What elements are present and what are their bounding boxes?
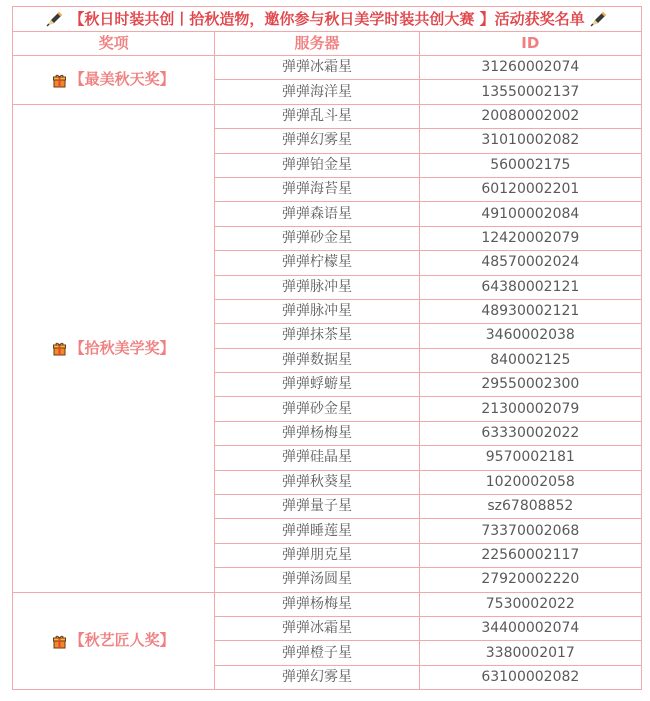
server-cell: 弹弹蜉蝣星 (215, 373, 419, 397)
server-cell: 弹弹幻雾星 (215, 129, 419, 153)
server-cell: 弹弹杨梅星 (215, 592, 419, 616)
server-cell: 弹弹量子星 (215, 495, 419, 519)
id-cell: 560002175 (419, 153, 641, 177)
table-row (13, 104, 642, 128)
server-cell: 弹弹数据星 (215, 348, 419, 372)
id-cell: sz67808852 (419, 495, 641, 519)
server-cell: 弹弹硅晶星 (215, 446, 419, 470)
id-cell: 60120002201 (419, 177, 641, 201)
id-cell: 840002125 (419, 348, 641, 372)
id-cell: 13550002137 (419, 80, 641, 104)
header-server: 服务器 (215, 32, 419, 56)
id-cell: 64380002121 (419, 275, 641, 299)
server-cell: 弹弹柠檬星 (215, 251, 419, 275)
server-cell: 弹弹乱斗星 (215, 104, 419, 128)
award-cell (13, 104, 215, 592)
id-cell: 34400002074 (419, 616, 641, 640)
id-cell: 73370002068 (419, 519, 641, 543)
server-cell: 弹弹森语星 (215, 202, 419, 226)
id-cell: 3460002038 (419, 324, 641, 348)
server-cell: 弹弹砂金星 (215, 226, 419, 250)
id-cell: 12420002079 (419, 226, 641, 250)
server-cell: 弹弹砂金星 (215, 397, 419, 421)
server-cell: 弹弹脉冲星 (215, 275, 419, 299)
award-label: 【最美秋天奖】 (69, 70, 175, 89)
table-row (13, 592, 642, 616)
table-row (13, 56, 642, 80)
header-award: 奖项 (13, 32, 215, 56)
id-cell: 63330002022 (419, 421, 641, 445)
header-id: ID (419, 32, 641, 56)
gift-icon (53, 633, 66, 647)
award-cell (13, 592, 215, 690)
header-row (13, 32, 642, 56)
id-cell: 1020002058 (419, 470, 641, 494)
server-cell: 弹弹幻雾星 (215, 665, 419, 689)
gift-icon (53, 72, 66, 86)
server-cell: 弹弹朋克星 (215, 543, 419, 567)
id-cell: 21300002079 (419, 397, 641, 421)
server-cell: 弹弹睡莲星 (215, 519, 419, 543)
id-cell: 29550002300 (419, 373, 641, 397)
id-cell: 63100002082 (419, 665, 641, 689)
server-cell: 弹弹橙子星 (215, 641, 419, 665)
pen-icon (590, 10, 608, 28)
id-cell: 31260002074 (419, 56, 641, 80)
server-cell: 弹弹秋葵星 (215, 470, 419, 494)
id-cell: 7530002022 (419, 592, 641, 616)
id-cell: 48570002024 (419, 251, 641, 275)
pen-icon (46, 10, 64, 28)
award-label: 【秋艺匠人奖】 (69, 631, 175, 650)
id-cell: 20080002002 (419, 104, 641, 128)
server-cell: 弹弹抹茶星 (215, 324, 419, 348)
server-cell: 弹弹脉冲星 (215, 299, 419, 323)
server-cell: 弹弹铂金星 (215, 153, 419, 177)
page-title: 【秋日时装共创丨拾秋造物，邀你参与秋日美学时装共创大赛 】活动获奖名单 (69, 9, 585, 28)
server-cell: 弹弹海苔星 (215, 177, 419, 201)
server-cell: 弹弹冰霜星 (215, 616, 419, 640)
id-cell: 3380002017 (419, 641, 641, 665)
award-cell (13, 56, 215, 105)
award-label: 【拾秋美学奖】 (69, 338, 175, 357)
id-cell: 9570002181 (419, 446, 641, 470)
id-cell: 49100002084 (419, 202, 641, 226)
id-cell: 48930002121 (419, 299, 641, 323)
id-cell: 31010002082 (419, 129, 641, 153)
id-cell: 22560002117 (419, 543, 641, 567)
id-cell: 27920002220 (419, 568, 641, 592)
title-row (13, 7, 642, 32)
server-cell: 弹弹汤圆星 (215, 568, 419, 592)
server-cell: 弹弹杨梅星 (215, 421, 419, 445)
winners-table (12, 6, 642, 690)
server-cell: 弹弹冰霜星 (215, 56, 419, 80)
gift-icon (53, 340, 66, 354)
server-cell: 弹弹海洋星 (215, 80, 419, 104)
table-title-cell (13, 7, 642, 32)
